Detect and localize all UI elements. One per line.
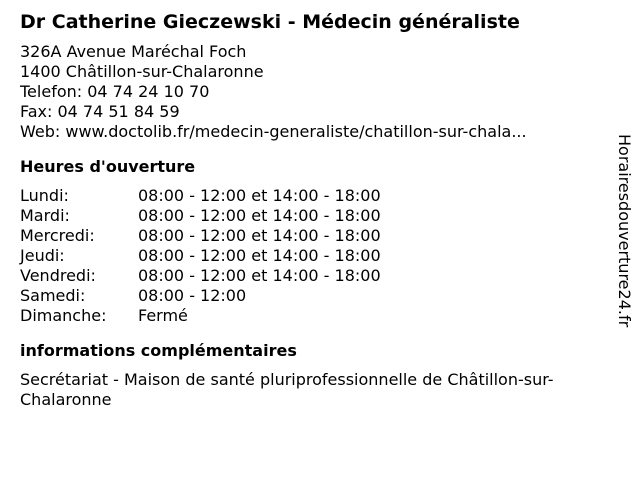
day-label: Lundi:: [20, 186, 69, 205]
hours-table: [20, 186, 610, 326]
info-heading: informations complémentaires: [20, 341, 297, 360]
hours-heading: Heures d'ouverture: [20, 157, 196, 176]
day-label: Mardi:: [20, 206, 70, 225]
hours-row-samedi: [20, 286, 610, 306]
address-street: 326A Avenue Maréchal Foch: [20, 42, 247, 61]
watermark-text: Horairesdouverture24.fr: [615, 134, 634, 328]
hours-row-lundi: [20, 186, 610, 206]
time-value: Fermé: [138, 306, 188, 325]
hours-row-mercredi: [20, 226, 610, 246]
hours-row-jeudi: [20, 246, 610, 266]
hours-row-vendredi: [20, 266, 610, 286]
fax-line: Fax: 04 74 51 84 59: [20, 102, 180, 121]
web-line: Web: www.doctolib.fr/medecin-generaliste/chatillon-sur-chala...: [20, 122, 527, 141]
page-title: Dr Catherine Gieczewski - Médecin généraliste: [20, 11, 520, 33]
address-city: 1400 Châtillon-sur-Chalaronne: [20, 62, 264, 81]
hours-row-mardi: [20, 206, 610, 226]
time-value: 08:00 - 12:00: [138, 286, 247, 305]
address-block: [20, 42, 610, 142]
time-value: 08:00 - 12:00 et 14:00 - 18:00: [138, 206, 381, 225]
time-value: 08:00 - 12:00 et 14:00 - 18:00: [138, 246, 381, 265]
day-label: Jeudi:: [20, 246, 65, 265]
day-label: Mercredi:: [20, 226, 95, 245]
hours-row-dimanche: [20, 306, 610, 326]
phone-line: Telefon: 04 74 24 10 70: [20, 82, 210, 101]
time-value: 08:00 - 12:00 et 14:00 - 18:00: [138, 186, 381, 205]
day-label: Vendredi:: [20, 266, 96, 285]
day-label: Dimanche:: [20, 306, 107, 325]
day-label: Samedi:: [20, 286, 86, 305]
info-text: Secrétariat - Maison de santé pluriprofessionnelle de Châtillon-sur-Chalaronne: [20, 370, 554, 409]
time-value: 08:00 - 12:00 et 14:00 - 18:00: [138, 266, 381, 285]
time-value: 08:00 - 12:00 et 14:00 - 18:00: [138, 226, 381, 245]
listing: [20, 10, 610, 410]
